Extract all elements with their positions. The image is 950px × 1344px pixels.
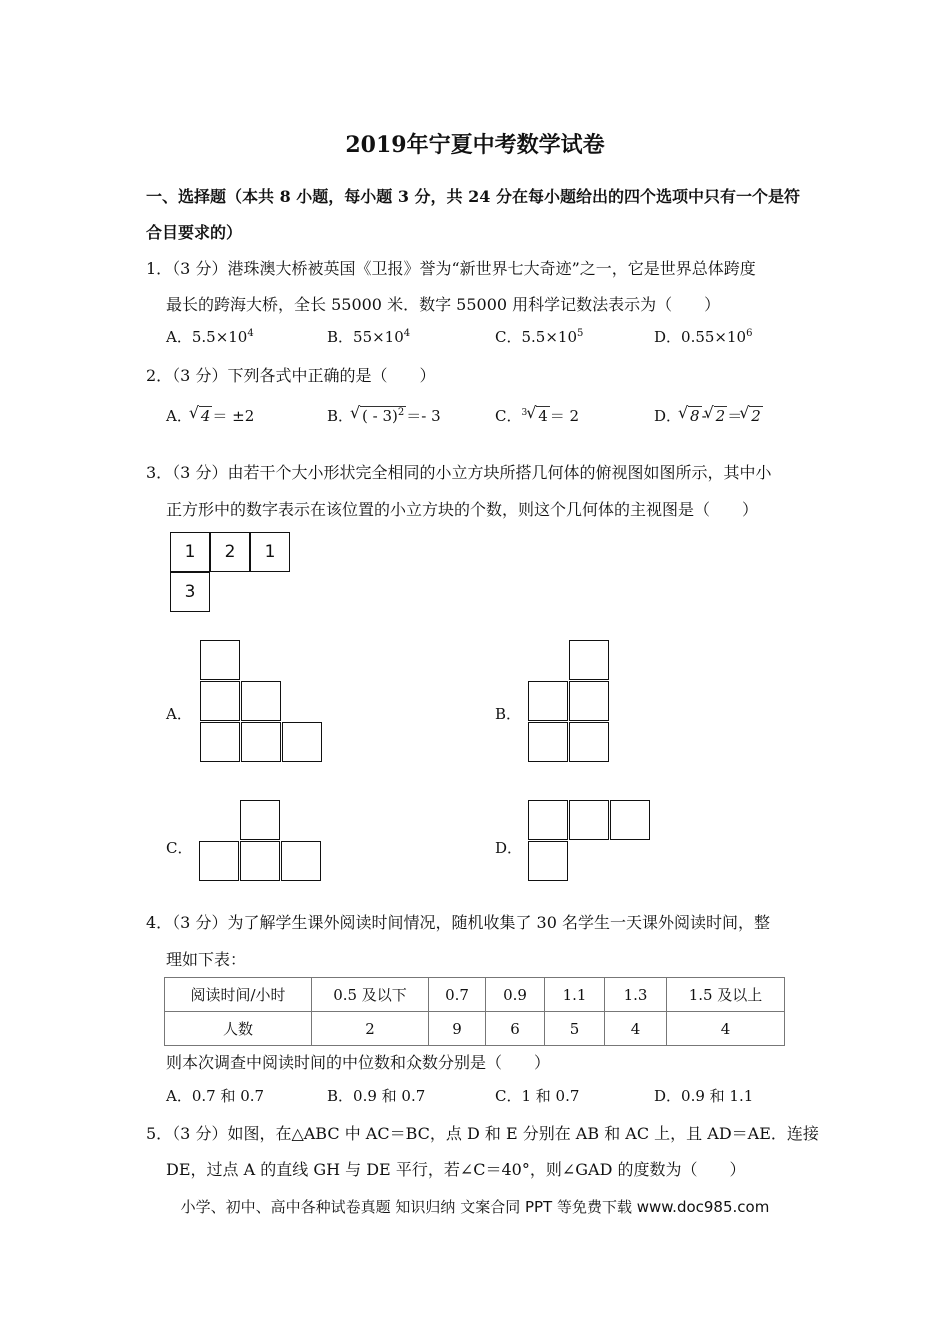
- table-cell: 4: [605, 1012, 667, 1046]
- table-cell: 9: [429, 1012, 486, 1046]
- table-header-cell: 0.7: [429, 978, 486, 1012]
- q4-stem-line1: 4．（3 分）为了解学生课外阅读时间情况，随机收集了 30 名学生一天课外阅读时间，整: [146, 913, 770, 932]
- footer-ad: 小学、初中、高中各种试卷真题 知识归纳 文案合同 PPT 等免费下载 www.doc985.com: [180, 1198, 770, 1216]
- q5-stem-line2: DE，过点 A 的直线 GH 与 DE 平行，若∠C＝40°，则∠GAD 的度数为（ ）: [166, 1160, 746, 1179]
- q3-option-b-label: B．: [495, 705, 522, 723]
- q4-option-c: C．1 和 0.7: [495, 1087, 580, 1105]
- table-cell: 4: [667, 1012, 785, 1046]
- table-cell: 6: [486, 1012, 545, 1046]
- top-view-cell: 2: [210, 532, 250, 572]
- q4-option-b: B．0.9 和 0.7: [327, 1087, 426, 1105]
- q5-stem-line1: 5．（3 分）如图，在△ABC 中 AC＝BC，点 D 和 E 分别在 AB 和 AC 上，且 AD＝AE．连接: [146, 1124, 819, 1143]
- q2-option-b: B．√ ( - 3)$^2$ ＝- 3: [327, 405, 441, 426]
- q3-option-c-label: C．: [166, 839, 193, 857]
- top-view-cell: 3: [170, 572, 210, 612]
- q3-option-a-label: A．: [166, 705, 192, 723]
- table-cell: 人数: [165, 1012, 312, 1046]
- q3-stem-line2: 正方形中的数字表示在该位置的小立方块的个数，则这个几何体的主视图是（ ）: [166, 500, 759, 519]
- q3-option-d-label: D．: [495, 839, 523, 857]
- table-header-row: [165, 978, 785, 1012]
- section-heading-line2: 合目要求的）: [146, 223, 243, 242]
- table-header-cell: 1.3: [605, 978, 667, 1012]
- q1-option-b: B．$55\times 10^4$: [327, 328, 411, 346]
- top-view-cell: 1: [250, 532, 290, 572]
- q4-reading-time-table: [164, 977, 785, 1046]
- table-header-cell: 0.9: [486, 978, 545, 1012]
- page-title: 2019年宁夏中考数学试卷: [345, 132, 605, 158]
- table-row: [165, 1012, 785, 1046]
- q1-option-c: C．$5.5\times 10^5$: [495, 328, 584, 346]
- q2-option-a: A．√ 4 ＝ ±2: [166, 405, 254, 426]
- section-heading-line1: 一、选择题（本共 8 小题，每小题 3 分，共 24 分在每小题给出的四个选项中只有一个是符: [146, 187, 800, 206]
- q4-stem-line2: 理如下表：: [166, 950, 247, 969]
- table-cell: 5: [545, 1012, 605, 1046]
- q2-option-d: D．√ 8 -√ 2 ＝√ 2: [654, 405, 763, 426]
- table-header-cell: 1.1: [545, 978, 605, 1012]
- q1-option-d: D．$0.55\times 10^6$: [654, 328, 753, 346]
- q4-option-a: A．0.7 和 0.7: [166, 1087, 265, 1105]
- q3-stem-line1: 3．（3 分）由若干个大小形状完全相同的小立方块所搭几何体的俯视图如图所示，其中小: [146, 463, 772, 482]
- table-header-cell: 阅读时间/小时: [165, 978, 312, 1012]
- q1-option-a: A．$5.5\times 10^4$: [166, 328, 254, 346]
- q1-stem-line2: 最长的跨海大桥，全长 55000 米．数字 55000 用科学记数法表示为（ ）: [166, 295, 721, 314]
- table-header-cell: 0.5 及以下: [312, 978, 429, 1012]
- q4-stem-line3: 则本次调查中阅读时间的中位数和众数分别是（ ）: [166, 1053, 551, 1072]
- table-cell: 2: [312, 1012, 429, 1046]
- q2-option-c: C．$^3$√ 4 ＝ 2: [495, 405, 579, 426]
- q4-option-d: D．0.9 和 1.1: [654, 1087, 754, 1105]
- table-header-cell: 1.5 及以上: [667, 978, 785, 1012]
- q2-stem: 2．（3 分）下列各式中正确的是（ ）: [146, 366, 436, 385]
- q1-stem-line1: 1．（3 分）港珠澳大桥被英国《卫报》誉为“新世界七大奇迹”之一，它是世界总体跨度: [146, 259, 756, 278]
- top-view-cell: 1: [170, 532, 210, 572]
